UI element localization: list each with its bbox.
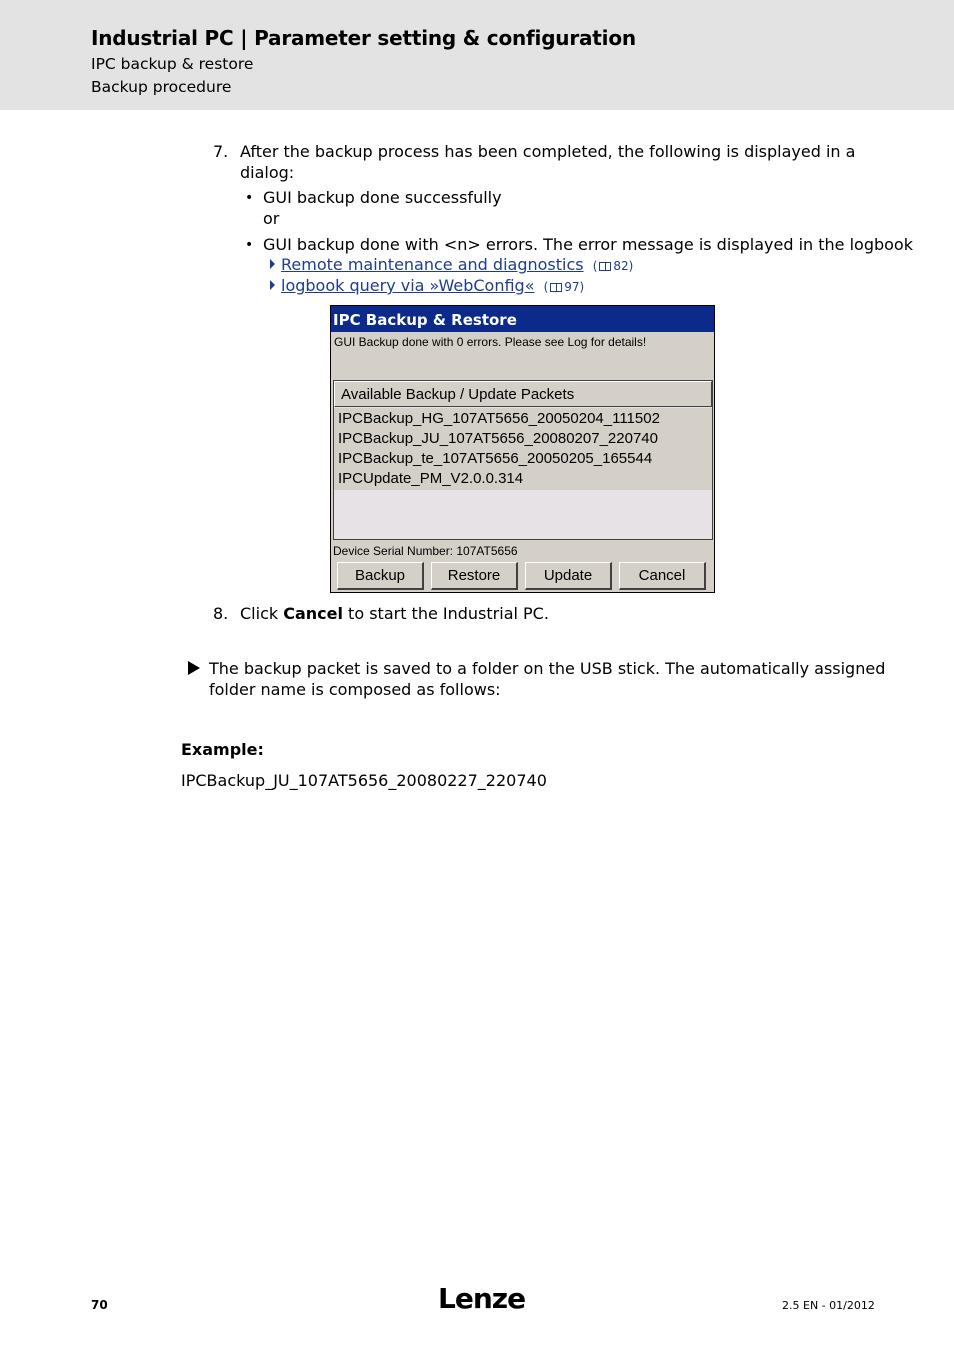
bullet-text: GUI backup done successfully: [263, 188, 502, 207]
link-text[interactable]: Remote maintenance and diagnostics: [281, 255, 584, 274]
list-item[interactable]: IPCBackup_JU_107AT5656_20080207_220740: [338, 430, 658, 447]
section-title: IPC backup & restore: [91, 55, 254, 73]
subsection-title: Backup procedure: [91, 78, 232, 96]
bullet-dot: •: [245, 237, 254, 253]
restore-button[interactable]: Restore: [431, 562, 518, 590]
reference-number: 82: [613, 259, 629, 273]
dialog-message: GUI Backup done with 0 errors. Please see Log for details!: [334, 335, 647, 349]
cancel-button[interactable]: Cancel: [619, 562, 706, 590]
page-reference[interactable]: ( 82): [592, 259, 634, 273]
backup-button[interactable]: Backup: [337, 562, 424, 590]
bullet-dot: •: [245, 190, 254, 206]
step-text: [240, 603, 549, 624]
book-icon: [599, 262, 611, 271]
link-arrow-icon: [270, 280, 275, 290]
example-label: Example:: [181, 740, 264, 759]
lenze-logo: Lenze: [438, 1282, 526, 1315]
page-number: 70: [91, 1298, 108, 1312]
step-text-pre: Click: [240, 604, 284, 623]
dialog-title: IPC Backup & Restore: [331, 306, 714, 332]
link-text[interactable]: logbook query via »WebConfig«: [281, 276, 535, 295]
packet-list-rows: [334, 408, 712, 490]
bullet-text-or: or: [263, 209, 280, 228]
step-text-post: to start the Industrial PC.: [342, 604, 549, 623]
ipc-backup-dialog: [330, 305, 715, 593]
bullet-text: GUI backup done with <n> errors. The error message is displayed in the logbook: [263, 235, 913, 254]
step-number: 8.: [213, 604, 229, 623]
list-item[interactable]: IPCBackup_te_107AT5656_20050205_165544: [338, 450, 653, 467]
step-text-cont: dialog:: [240, 163, 295, 182]
result-text-cont: folder name is composed as follows:: [209, 680, 501, 699]
link-arrow-icon: [270, 259, 275, 269]
device-serial-number: Device Serial Number: 107AT5656: [333, 544, 518, 558]
document-version: 2.5 EN - 01/2012: [782, 1299, 875, 1312]
book-icon: [550, 283, 562, 292]
link-remote-maintenance[interactable]: [281, 254, 633, 277]
packet-list-header: Available Backup / Update Packets: [334, 381, 712, 407]
update-button[interactable]: Update: [525, 562, 612, 590]
result-text: The backup packet is saved to a folder on the USB stick. The automatically assigned: [209, 659, 886, 678]
example-value: IPCBackup_JU_107AT5656_20080227_220740: [181, 771, 547, 790]
step-number: 7.: [213, 142, 229, 161]
link-logbook-query[interactable]: [281, 275, 584, 298]
page-header: [0, 0, 954, 110]
list-item[interactable]: IPCBackup_HG_107AT5656_20050204_111502: [338, 410, 660, 427]
step-text-bold: Cancel: [283, 604, 343, 623]
page-title: Industrial PC | Parameter setting & configuration: [91, 26, 636, 50]
result-arrow-icon: [188, 661, 200, 675]
packet-list[interactable]: [333, 380, 713, 540]
reference-number: 97: [564, 280, 580, 294]
list-item[interactable]: IPCUpdate_PM_V2.0.0.314: [338, 470, 524, 487]
page-reference[interactable]: ( 97): [543, 280, 585, 294]
step-text: After the backup process has been completed, the following is displayed in a: [240, 142, 856, 161]
